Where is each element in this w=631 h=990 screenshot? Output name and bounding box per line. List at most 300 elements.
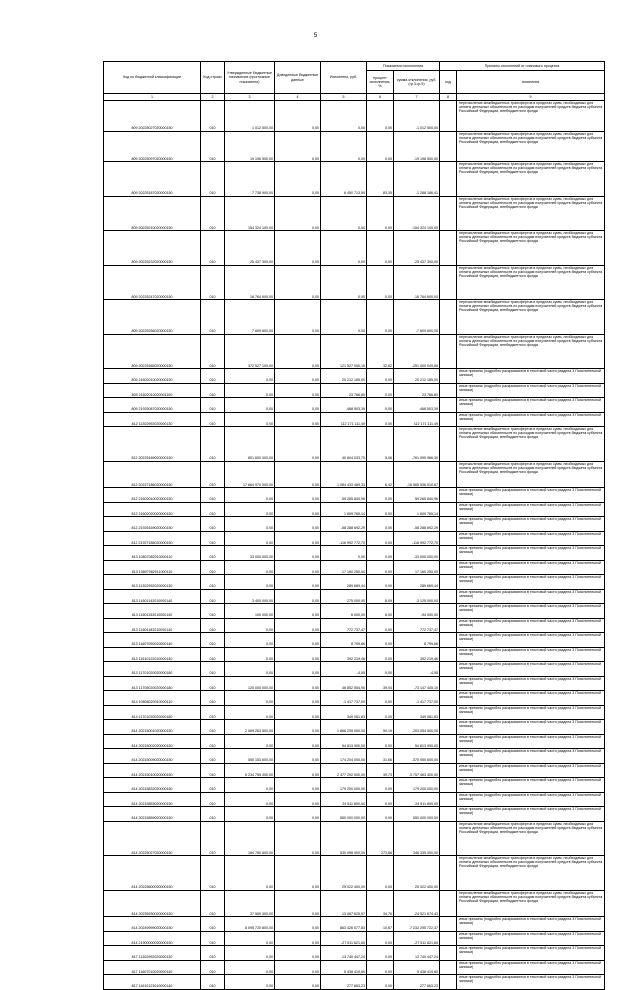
header-explanation: пояснения (457, 71, 605, 94)
reason-code-cell (440, 604, 457, 619)
percent-cell: 0,00 (367, 705, 394, 720)
explanation-cell: иные причины (подробно раскрываются в текстовой части раздела 3 Пояснительной записки) (457, 517, 605, 532)
approved-cell: 372 527 100,00 (225, 334, 275, 369)
percent-cell: 0,00 (367, 691, 394, 706)
col-number: 6 (367, 94, 394, 101)
approved-cell: 0,00 (225, 734, 275, 749)
brought-cell: 0,00 (275, 383, 321, 398)
header-percent: процент исполнения, % (367, 71, 394, 94)
approved-cell: 0,00 (225, 633, 275, 648)
table-row (104, 763, 605, 778)
table-row (104, 412, 605, 427)
brought-cell: 0,00 (275, 461, 321, 488)
table-row (104, 488, 605, 503)
percent-cell: 0,00 (367, 975, 394, 990)
line-code-cell: 010 (201, 734, 225, 749)
line-code-cell: 010 (201, 960, 225, 975)
percent-cell: 0,00 (367, 633, 394, 648)
reason-code-cell (440, 821, 457, 856)
executed-cell: 13 740 447,24 (321, 946, 367, 961)
line-code-cell: 010 (201, 975, 225, 990)
deviation-cell: -94 000,00 (394, 604, 440, 619)
table-row (104, 369, 605, 384)
kbk-cell: 817 11607010020000140 (104, 960, 201, 975)
approved-cell: 0,00 (225, 502, 275, 517)
reason-code-cell (440, 488, 457, 503)
kbk-cell: 813 11601142010000140 (104, 589, 201, 604)
explanation-cell: иные причины (подробно раскрываются в текстовой части раздела 3 Пояснительной записки) (457, 633, 605, 648)
explanation-cell: иные причины (подробно раскрываются в текстовой части раздела 3 Пояснительной записки) (457, 531, 605, 546)
kbk-cell: 814 20215010020000150 (104, 763, 201, 778)
approved-cell: 120 000 000,00 (225, 676, 275, 691)
approved-cell: 0,00 (225, 488, 275, 503)
deviation-cell: -3 125 000,00 (394, 589, 440, 604)
executed-cell: 550 000 000,00 (321, 807, 367, 822)
brought-cell: 0,00 (275, 488, 321, 503)
line-code-cell: 010 (201, 412, 225, 427)
deviation-cell: -27 511 621,65 (394, 931, 440, 946)
percent-cell: 34,76 (367, 890, 394, 917)
approved-cell: 7 738 900,00 (225, 162, 275, 197)
percent-cell: 39,73 (367, 763, 394, 778)
reason-code-cell (440, 531, 457, 546)
executed-cell: 277 663,23 (321, 975, 367, 990)
deviation-cell: -24 521 674,43 (394, 890, 440, 917)
col-number: 1 (104, 94, 201, 101)
explanation-cell: перечисление межбюджетных трансфертов в пределах сумм, необходимых для оплаты денежных обязательств по расходам получателей средств бюджета субъекта Российской Федерации, внебюджетного фонда (457, 461, 605, 488)
approved-cell: 0,00 (225, 975, 275, 990)
brought-cell: 0,00 (275, 856, 321, 891)
line-code-cell: 010 (201, 101, 225, 132)
percent-cell: 10,67 (367, 917, 394, 932)
approved-cell: 6 234 755 400,00 (225, 763, 275, 778)
executed-cell: 23 766,80 (321, 383, 367, 398)
explanation-cell: иные причины (подробно раскрываются в текстовой части раздела 3 Пояснительной записки) (457, 917, 605, 932)
kbk-cell: 817 11610123010000140 (104, 975, 201, 990)
kbk-cell: 813 11607090020000140 (104, 633, 201, 648)
page-number: 5 (313, 33, 318, 39)
table-row (104, 502, 605, 517)
line-code-cell: 010 (201, 502, 225, 517)
executed-cell: -58 288 692,29 (321, 517, 367, 532)
line-code-cell: 010 (201, 749, 225, 764)
percent-cell: 0,00 (367, 946, 394, 961)
explanation-cell: перечисление межбюджетных трансфертов в пределах сумм, необходимых для оплаты денежных обязательств по расходам получателей средств бюджета субъекта Российской Федерации, внебюджетного фонда (457, 821, 605, 856)
executed-cell: 46 852 554,90 (321, 676, 367, 691)
line-code-cell: 010 (201, 560, 225, 575)
brought-cell: 0,00 (275, 633, 321, 648)
approved-cell: 0,00 (225, 856, 275, 891)
percent-cell: 6,42 (367, 461, 394, 488)
executed-cell: 772 737,47 (321, 618, 367, 633)
brought-cell: 0,00 (275, 531, 321, 546)
explanation-cell: иные причины (подробно раскрываются в текстовой части раздела 3 Пояснительной записки) (457, 749, 605, 764)
executed-cell: 0,00 (321, 546, 367, 561)
deviation-cell: -4,55 (394, 662, 440, 677)
percent-cell: 0,00 (367, 662, 394, 677)
reason-code-cell (440, 946, 457, 961)
explanation-cell: иные причины (подробно раскрываются в текстовой части раздела 3 Пояснительной записки) (457, 575, 605, 590)
executed-cell: -27 511 621,65 (321, 931, 367, 946)
percent-cell: 0,00 (367, 531, 394, 546)
brought-cell: 0,00 (275, 917, 321, 932)
approved-cell: 0,00 (225, 398, 275, 413)
explanation-cell: перечисление межбюджетных трансфертов в пределах сумм, необходимых для оплаты денежных обязательств по расходам получателей средств бюджета субъекта Российской Федерации, внебюджетного фонда (457, 231, 605, 266)
brought-cell: 0,00 (275, 604, 321, 619)
explanation-cell: иные причины (подробно раскрываются в текстовой части раздела 3 Пояснительной записки) (457, 647, 605, 662)
reason-code-cell (440, 676, 457, 691)
approved-cell: 0,00 (225, 705, 275, 720)
deviation-cell: -468 503,39 (394, 398, 440, 413)
brought-cell: 0,00 (275, 427, 321, 462)
line-code-cell: 010 (201, 589, 225, 604)
explanation-cell: иные причины (подробно раскрываются в текстовой части раздела 3 Пояснительной записки) (457, 383, 605, 398)
deviation-cell: -19 196 500,00 (394, 131, 440, 162)
brought-cell: 0,00 (275, 734, 321, 749)
table-row (104, 946, 605, 961)
deviation-cell: -16 565 536 510,67 (394, 461, 440, 488)
brought-cell: 0,00 (275, 946, 321, 961)
reason-code-cell (440, 749, 457, 764)
table-row (104, 705, 605, 720)
table-row (104, 101, 605, 132)
deviation-cell: -73 147 445,10 (394, 676, 440, 691)
kbk-cell: 812 21925169020000150 (104, 517, 201, 532)
brought-cell: 0,00 (275, 265, 321, 300)
percent-cell: 0,00 (367, 560, 394, 575)
line-code-cell: 010 (201, 196, 225, 231)
percent-cell: 0,00 (367, 734, 394, 749)
col-number: 3 (225, 94, 275, 101)
explanation-cell: перечисление межбюджетных трансфертов в пределах сумм, необходимых для оплаты денежных обязательств по расходам получателей средств бюджета субъекта Российской Федерации, внебюджетного фонда (457, 101, 605, 132)
explanation-cell: перечисление межбюджетных трансфертов в пределах сумм, необходимых для оплаты денежных обязательств по расходам получателей средств бюджета субъекта Российской Федерации, внебюджетного фонда (457, 265, 605, 300)
explanation-cell: перечисление межбюджетных трансфертов в пределах сумм, необходимых для оплаты денежных обязательств по расходам получателей средств бюджета субъекта Российской Федерации, внебюджетного фонда (457, 196, 605, 231)
kbk-cell: 809 20225365020000150 (104, 334, 201, 369)
executed-cell: 289 669,44 (321, 575, 367, 590)
kbk-cell: 813 10807082010000110 (104, 546, 201, 561)
executed-cell: 54 813 900,00 (321, 734, 367, 749)
deviation-cell: 5 438 419,80 (394, 960, 440, 975)
approved-cell: 37 589 300,00 (225, 890, 275, 917)
reason-code-cell (440, 633, 457, 648)
reason-code-cell (440, 890, 457, 917)
explanation-cell: иные причины (подробно раскрываются в текстовой части раздела 3 Пояснительной записки) (457, 398, 605, 413)
table-row (104, 575, 605, 590)
line-code-cell: 010 (201, 821, 225, 856)
line-code-cell: 010 (201, 461, 225, 488)
explanation-cell: перечисление межбюджетных трансфертов в пределах сумм, необходимых для оплаты денежных обязательств по расходам получателей средств бюджета субъекта Российской Федерации, внебюджетного фонда (457, 427, 605, 462)
kbk-cell: 813 11601182010000140 (104, 618, 201, 633)
explanation-cell: иные причины (подробно раскрываются в текстовой части раздела 3 Пояснительной записки) (457, 546, 605, 561)
deviation-cell: 112 171 111,49 (394, 412, 440, 427)
line-code-cell: 010 (201, 705, 225, 720)
line-code-cell: 010 (201, 720, 225, 735)
deviation-cell: 179 200 000,00 (394, 778, 440, 793)
brought-cell: 0,00 (275, 398, 321, 413)
kbk-cell: 814 20215853020000150 (104, 792, 201, 807)
line-code-cell: 010 (201, 633, 225, 648)
table-row (104, 975, 605, 990)
approved-cell: 7 609 600,00 (225, 300, 275, 335)
reason-code-cell (440, 691, 457, 706)
brought-cell: 0,00 (275, 931, 321, 946)
col-number: 7 (394, 94, 440, 101)
approved-cell: 0,00 (225, 792, 275, 807)
executed-cell: 13 067 625,57 (321, 890, 367, 917)
kbk-cell: 813 11302992020000130 (104, 575, 201, 590)
reason-code-cell (440, 975, 457, 990)
reason-code-cell (440, 931, 457, 946)
brought-cell: 0,00 (275, 676, 321, 691)
col-number: 2 (201, 94, 225, 101)
table-row (104, 931, 605, 946)
explanation-cell: иные причины (подробно раскрываются в текстовой части раздела 3 Пояснительной записки) (457, 412, 605, 427)
kbk-cell: 814 20235930020000150 (104, 890, 201, 917)
executed-cell: 0,00 (321, 300, 367, 335)
brought-cell: 0,00 (275, 647, 321, 662)
deviation-cell: 13 740 447,24 (394, 946, 440, 961)
brought-cell: 0,00 (275, 517, 321, 532)
kbk-cell: 814 11701020020000180 (104, 705, 201, 720)
table-row (104, 398, 605, 413)
executed-cell: 179 200 000,00 (321, 778, 367, 793)
approved-cell: 1 012 500,00 (225, 101, 275, 132)
brought-cell: 0,00 (275, 412, 321, 427)
kbk-cell: 817 11302992020000130 (104, 946, 201, 961)
approved-cell: 0,00 (225, 618, 275, 633)
budget-execution-table (103, 61, 605, 990)
table-row (104, 691, 605, 706)
executed-cell: 8 799,66 (321, 633, 367, 648)
explanation-cell: перечисление межбюджетных трансфертов в пределах сумм, необходимых для оплаты денежных обязательств по расходам получателей средств бюджета субъекта Российской Федерации, внебюджетного фонда (457, 890, 605, 917)
percent-cell: 32,62 (367, 334, 394, 369)
brought-cell: 0,00 (275, 662, 321, 677)
table-row (104, 734, 605, 749)
explanation-cell: иные причины (подробно раскрываются в текстовой части раздела 3 Пояснительной записки) (457, 931, 605, 946)
reason-code-cell (440, 763, 457, 778)
deviation-cell: -1 417 737,00 (394, 691, 440, 706)
executed-cell: -468 503,39 (321, 398, 367, 413)
brought-cell: 0,00 (275, 131, 321, 162)
reason-code-cell (440, 589, 457, 604)
executed-cell: 121 527 050,15 (321, 334, 367, 369)
brought-cell: 0,00 (275, 300, 321, 335)
reason-code-cell (440, 720, 457, 735)
line-code-cell: 010 (201, 676, 225, 691)
table-row (104, 821, 605, 856)
explanation-cell: иные причины (подробно раскрываются в текстовой части раздела 3 Пояснительной записки) (457, 975, 605, 990)
reason-code-cell (440, 131, 457, 162)
reason-code-cell (440, 856, 457, 891)
line-code-cell: 010 (201, 300, 225, 335)
line-code-cell: 010 (201, 575, 225, 590)
executed-cell: 0,00 (321, 265, 367, 300)
table-row (104, 196, 605, 231)
brought-cell: 0,00 (275, 546, 321, 561)
kbk-cell: 814 20215001020000150 (104, 720, 201, 735)
approved-cell: 0,00 (225, 369, 275, 384)
kbk-cell: 814 20215002020000150 (104, 734, 201, 749)
brought-cell: 0,00 (275, 890, 321, 917)
executed-cell: -116 992 772,70 (321, 531, 367, 546)
percent-cell: 0,00 (367, 792, 394, 807)
header-kbk: Код по бюджетной классификации (104, 62, 201, 94)
executed-cell: 24 511 800,00 (321, 792, 367, 807)
explanation-cell: иные причины (подробно раскрываются в текстовой части раздела 3 Пояснительной записки) (457, 369, 605, 384)
reason-code-cell (440, 917, 457, 932)
table-row (104, 960, 605, 975)
brought-cell: 0,00 (275, 101, 321, 132)
percent-cell: 0,00 (367, 807, 394, 822)
brought-cell: 0,00 (275, 589, 321, 604)
kbk-cell: 814 10806020010000110 (104, 691, 201, 706)
table-row (104, 560, 605, 575)
reason-code-cell (440, 618, 457, 633)
table-row (104, 604, 605, 619)
brought-cell: 0,00 (275, 807, 321, 822)
explanation-cell: иные причины (подробно раскрываются в текстовой части раздела 3 Пояснительной записки) (457, 691, 605, 706)
deviation-cell: 25 022 400,00 (394, 856, 440, 891)
header-line-code: Код строки (201, 62, 225, 94)
reason-code-cell (440, 398, 457, 413)
percent-cell: 0,00 (367, 546, 394, 561)
approved-cell: 0,00 (225, 960, 275, 975)
kbk-cell: 813 11601152010000140 (104, 604, 201, 619)
line-code-cell: 010 (201, 662, 225, 677)
reason-code-cell (440, 705, 457, 720)
explanation-cell: иные причины (подробно раскрываются в текстовой части раздела 3 Пояснительной записки) (457, 676, 605, 691)
deviation-cell: 1 609 765,14 (394, 502, 440, 517)
percent-cell: 5,06 (367, 427, 394, 462)
brought-cell: 0,00 (275, 792, 321, 807)
approved-cell: 19 196 500,00 (225, 131, 275, 162)
kbk-cell: 814 20225027020000150 (104, 821, 201, 856)
percent-cell: 0,00 (367, 196, 394, 231)
header-code: код (440, 71, 457, 94)
executed-cell: 6 450 713,59 (321, 162, 367, 197)
approved-cell: 0,00 (225, 946, 275, 961)
reason-code-cell (440, 461, 457, 488)
header-deviation: сумма отклонения, руб. (гр.3-гр.5) (394, 71, 440, 94)
table-row (104, 531, 605, 546)
deviation-cell: 24 511 800,00 (394, 792, 440, 807)
explanation-cell: иные причины (подробно раскрываются в текстовой части раздела 3 Пояснительной записки) (457, 763, 605, 778)
kbk-cell: 814 20215009020000150 (104, 749, 201, 764)
kbk-cell: 809 21602010020001150 (104, 383, 201, 398)
table-row (104, 427, 605, 462)
explanation-cell: иные причины (подробно раскрываются в текстовой части раздела 3 Пояснительной записки) (457, 792, 605, 807)
brought-cell: 0,00 (275, 763, 321, 778)
deviation-cell: -154 324 100,00 (394, 196, 440, 231)
executed-cell: 112 171 111,49 (321, 412, 367, 427)
percent-cell: 0,00 (367, 300, 394, 335)
line-code-cell: 010 (201, 792, 225, 807)
reason-code-cell (440, 560, 457, 575)
table-row (104, 807, 605, 822)
approved-cell: 550 153 600,00 (225, 749, 275, 764)
brought-cell: 0,00 (275, 975, 321, 990)
col-number: 9 (457, 94, 605, 101)
table-row (104, 231, 605, 266)
percent-cell: 0,00 (367, 101, 394, 132)
executed-cell: 1 866 209 000,00 (321, 720, 367, 735)
table-body (104, 101, 605, 990)
executed-cell: -4,55 (321, 662, 367, 677)
executed-cell: 0,00 (321, 101, 367, 132)
explanation-cell: иные причины (подробно раскрываются в текстовой части раздела 3 Пояснительной записки) (457, 720, 605, 735)
kbk-cell: 809 21925087020000150 (104, 398, 201, 413)
brought-cell: 0,00 (275, 691, 321, 706)
executed-cell: 174 204 000,00 (321, 749, 367, 764)
reason-code-cell (440, 792, 457, 807)
deviation-cell: -33 000 000,00 (394, 546, 440, 561)
executed-cell: 40 604 033,70 (321, 427, 367, 462)
executed-cell: 25 022 400,00 (321, 856, 367, 891)
percent-cell: 0,00 (367, 647, 394, 662)
header-indicators: Показатели исполнения (367, 62, 440, 71)
explanation-cell: иные причины (подробно раскрываются в текстовой части раздела 3 Пояснительной записки) (457, 618, 605, 633)
deviation-cell: -116 992 772,70 (394, 531, 440, 546)
explanation-cell: иные причины (подробно раскрываются в текстовой части раздела 3 Пояснительной записки) (457, 960, 605, 975)
percent-cell: 0,00 (367, 517, 394, 532)
brought-cell: 0,00 (275, 560, 321, 575)
approved-cell: 0,00 (225, 531, 275, 546)
line-code-cell: 010 (201, 618, 225, 633)
table-row (104, 633, 605, 648)
approved-cell: 0,00 (225, 647, 275, 662)
executed-cell: 0,00 (321, 196, 367, 231)
percent-cell: 0,00 (367, 398, 394, 413)
executed-cell: 6 000,00 (321, 604, 367, 619)
brought-cell: 0,00 (275, 749, 321, 764)
kbk-cell: 809 20225187020000150 (104, 162, 201, 197)
deviation-cell: -7 609 600,00 (394, 300, 440, 335)
line-code-cell: 010 (201, 162, 225, 197)
deviation-cell: 54 813 900,00 (394, 734, 440, 749)
percent-cell: 0,00 (367, 131, 394, 162)
deviation-cell: -58 288 692,29 (394, 517, 440, 532)
table-row (104, 792, 605, 807)
percent-cell: 0,00 (367, 856, 394, 891)
kbk-cell: 814 20215859020000150 (104, 807, 201, 822)
executed-cell: 1 084 433 489,33 (321, 461, 367, 488)
deviation-cell: -375 950 600,00 (394, 749, 440, 764)
line-code-cell: 010 (201, 334, 225, 369)
kbk-cell: 809 20225027020000150 (104, 101, 201, 132)
approved-cell: 17 664 970 000,00 (225, 461, 275, 488)
reason-code-cell (440, 162, 457, 197)
reason-code-cell (440, 101, 457, 132)
deviation-cell: -7 232 295 722,37 (394, 917, 440, 932)
line-code-cell: 010 (201, 890, 225, 917)
approved-cell: 0,00 (225, 560, 275, 575)
table-row (104, 300, 605, 335)
line-code-cell: 010 (201, 383, 225, 398)
approved-cell: 0,00 (225, 931, 275, 946)
kbk-cell: 813 11705020020000180 (104, 676, 201, 691)
approved-cell: 0,00 (225, 383, 275, 398)
deviation-cell: -3 757 463 400,00 (394, 763, 440, 778)
line-code-cell: 010 (201, 931, 225, 946)
brought-cell: 0,00 (275, 575, 321, 590)
brought-cell: 0,00 (275, 705, 321, 720)
executed-cell: 275 000,00 (321, 589, 367, 604)
kbk-cell: 814 21900000020000150 (104, 931, 201, 946)
deviation-cell: 8 799,66 (394, 633, 440, 648)
brought-cell: 0,00 (275, 196, 321, 231)
reason-code-cell (440, 960, 457, 975)
percent-cell: 0,00 (367, 488, 394, 503)
